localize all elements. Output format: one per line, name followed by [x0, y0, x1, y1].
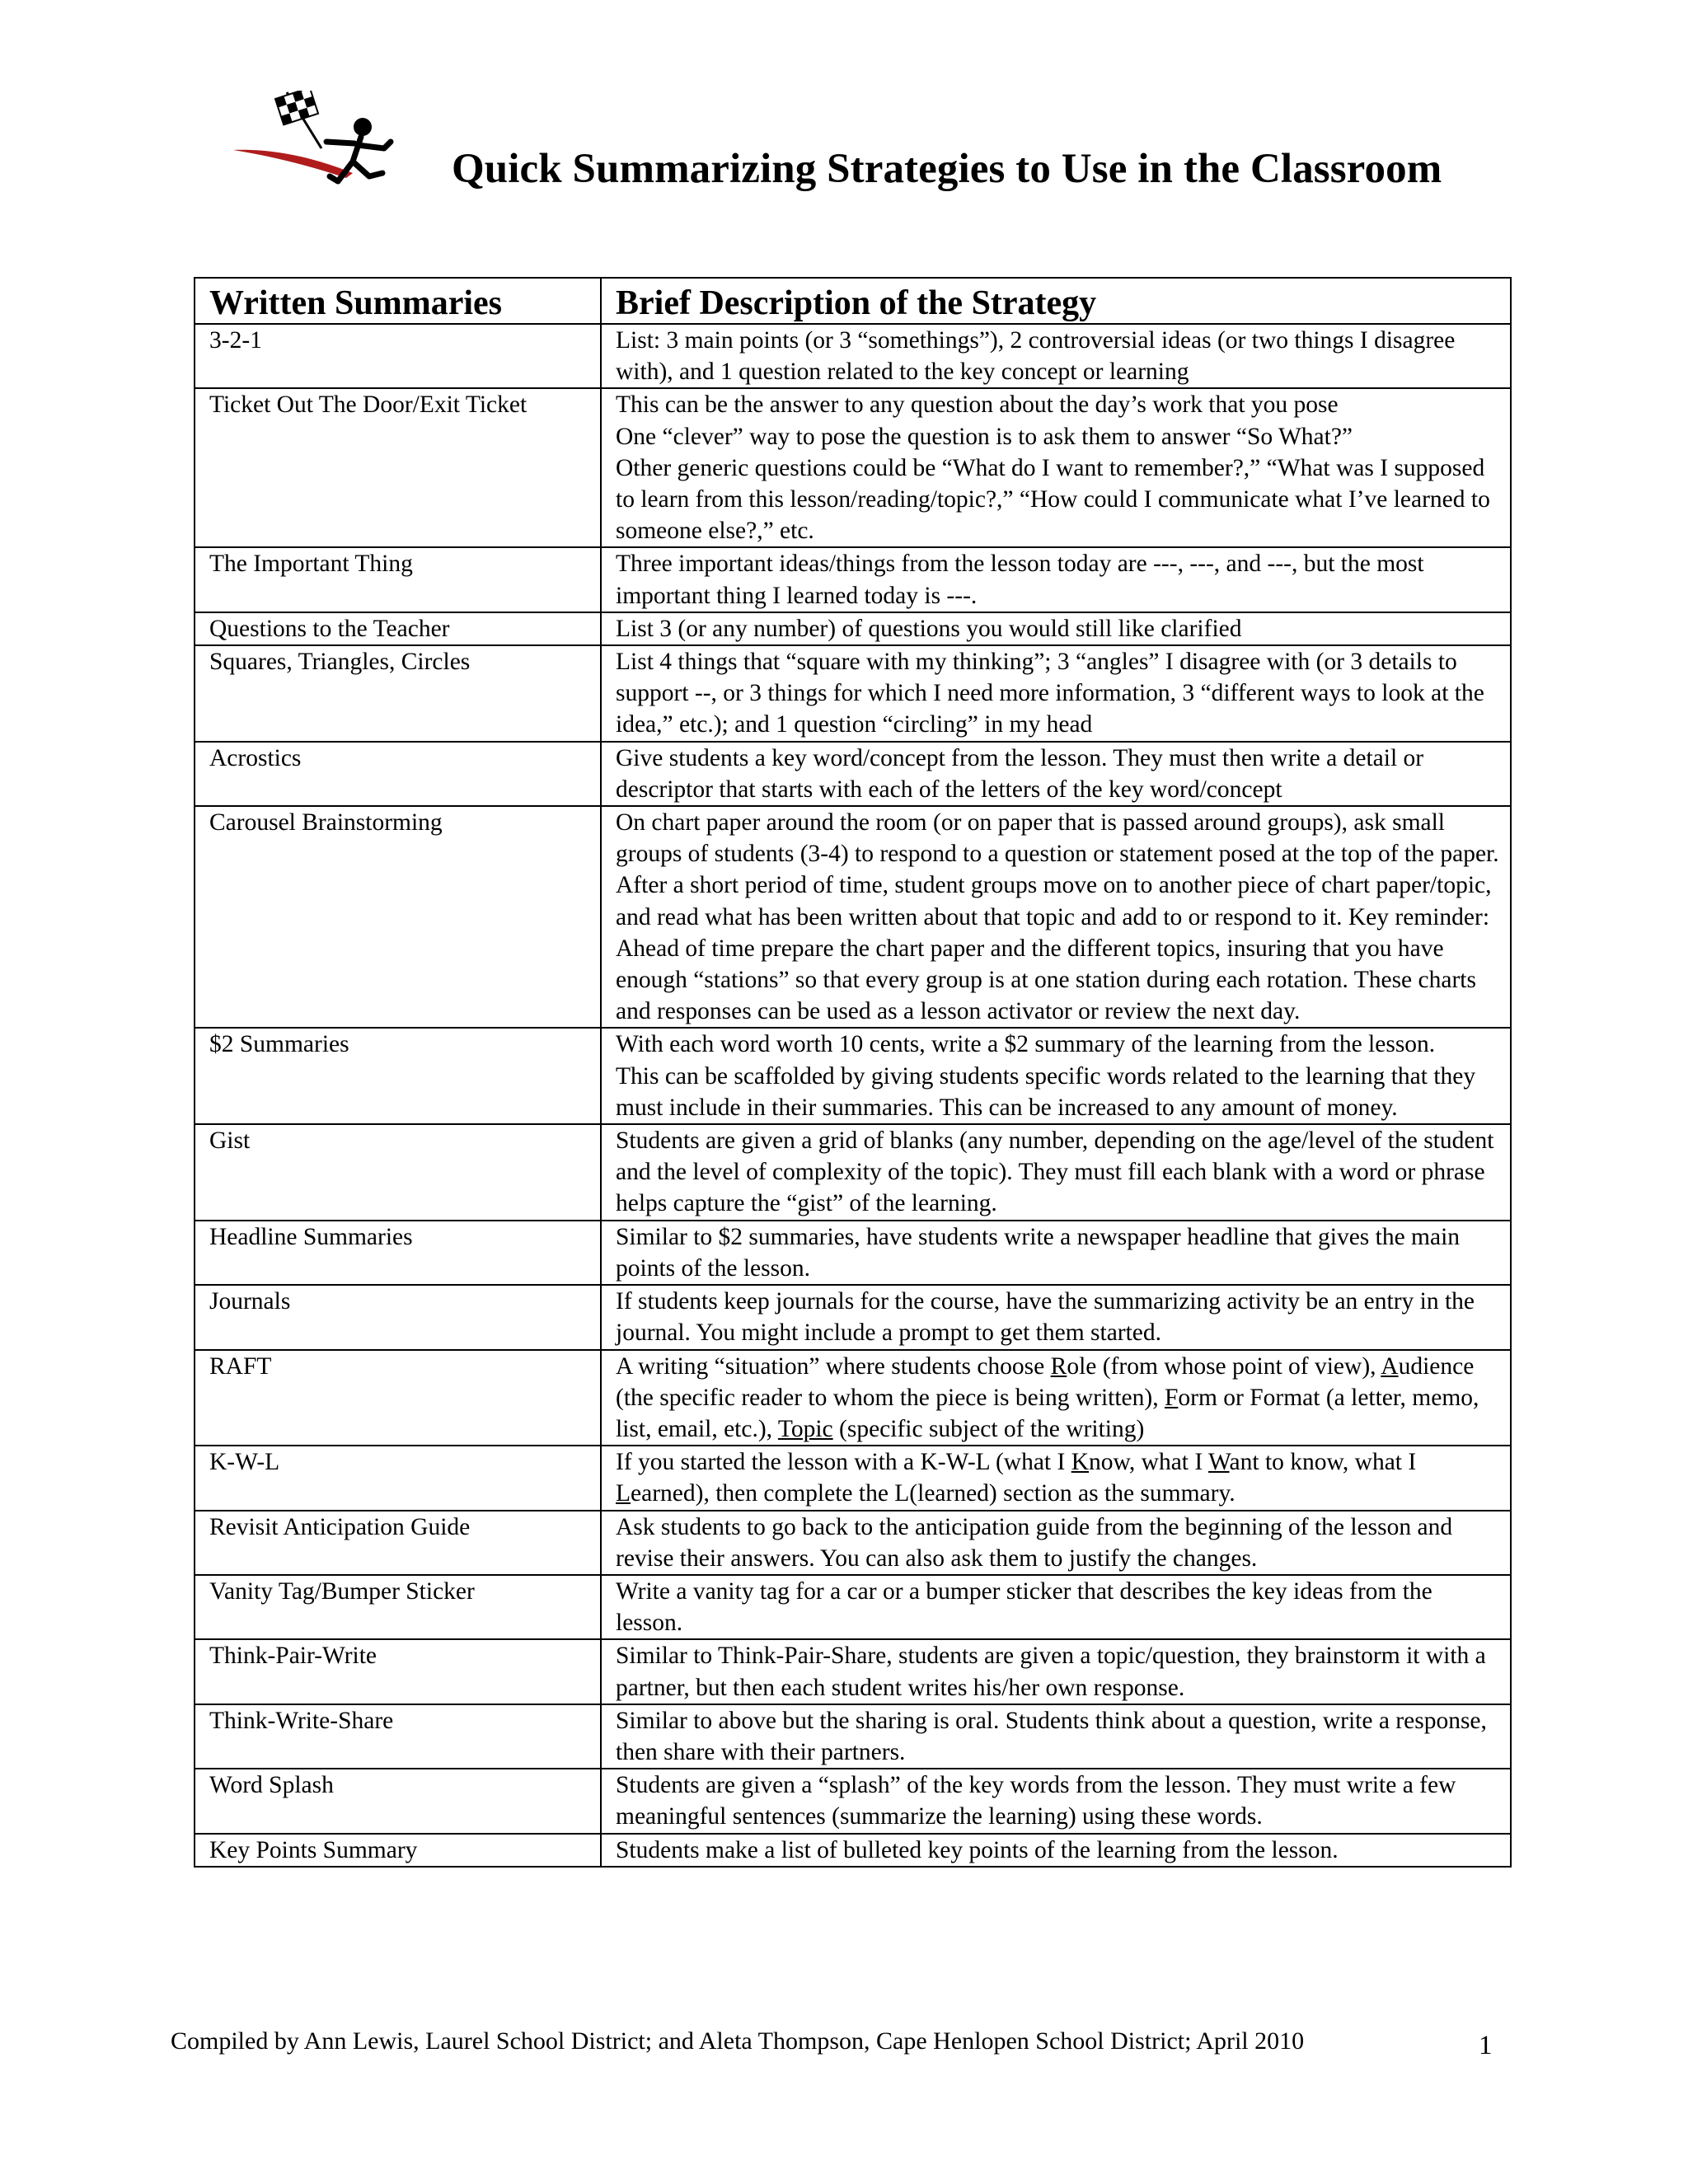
table-row: [195, 1350, 1511, 1446]
strategy-name: Key Points Summary: [195, 1834, 601, 1867]
kwl-text: earned), then complete the L(learned) section as the summary.: [631, 1480, 1236, 1507]
description-line: On chart paper around the room (or on paper that is passed around groups), ask small groups of students (3-4) to respond to a question or statement posed at the top of the paper. After a short period of time, student groups move on to another piece of chart paper/topic, and read what has been written about that topic and add to or respond to it. Key reminder: Ahead of time prepare the chart paper and the different topics, insuring that you have enough “stations” so that every group is at one station during each rotation. These charts and responses can be used as a lesson activator or review the next day.: [616, 809, 1499, 1025]
table-row: [195, 1028, 1511, 1124]
table-header-row: [195, 278, 1511, 324]
table-row: [195, 1221, 1511, 1285]
description-line: Students are given a grid of blanks (any number, depending on the age/level of the student and the level of complexity of the topic). They must fill each blank with a word or phrase helps capture the “gist” of the learning.: [616, 1127, 1494, 1217]
strategy-description: [601, 1511, 1511, 1575]
strategy-description: [601, 742, 1511, 806]
strategy-name: 3-2-1: [195, 324, 601, 388]
table-row: [195, 742, 1511, 806]
table-row: [195, 612, 1511, 645]
description-line: Similar to $2 summaries, have students write a newspaper headline that gives the main points of the lesson.: [616, 1223, 1461, 1282]
strategy-description: [601, 1028, 1511, 1124]
strategy-description: [601, 388, 1511, 547]
table-row: [195, 388, 1511, 547]
description-line: With each word worth 10 cents, write a $2 summary of the learning from the lesson.: [616, 1031, 1436, 1058]
description-line: This can be scaffolded by giving students specific words related to the learning that they must include in their summaries. This can be increased to any amount of money.: [616, 1062, 1476, 1121]
description-line: This can be the answer to any question about the day’s work that you pose: [616, 391, 1339, 419]
raft-text: (specific subject of the writing): [832, 1415, 1145, 1442]
raft-letter-f: F: [1164, 1384, 1179, 1411]
strategy-name: Gist: [195, 1124, 601, 1221]
strategy-description: [601, 1834, 1511, 1867]
strategy-name: Carousel Brainstorming: [195, 806, 601, 1028]
strategy-name: Think-Write-Share: [195, 1704, 601, 1769]
checkered-flag-runner-icon: [229, 91, 410, 194]
raft-text: orm or Format (a letter, memo, list, email, etc.),: [616, 1384, 1479, 1442]
description-line: Give students a key word/concept from the lesson. They must then write a detail or descriptor that starts with each of the letters of the key word/concept: [616, 744, 1424, 803]
strategy-description: [601, 612, 1511, 645]
strategy-name: Questions to the Teacher: [195, 612, 601, 645]
table-row: [195, 1769, 1511, 1833]
raft-text: ole (from whose point of view),: [1067, 1352, 1381, 1380]
strategy-name: Vanity Tag/Bumper Sticker: [195, 1575, 601, 1639]
strategy-name: RAFT: [195, 1350, 601, 1446]
table-row: [195, 1124, 1511, 1221]
table-row: [195, 1511, 1511, 1575]
page-title: Quick Summarizing Strategies to Use in the Classroom: [452, 146, 1442, 192]
kwl-text: now, what I: [1089, 1449, 1209, 1476]
description-line: List 3 (or any number) of questions you would still like clarified: [616, 615, 1242, 642]
description-line: List 4 things that “square with my thinking”; 3 “angles” I disagree with (or 3 details to support --, or 3 things for which I need more information, 3 “different ways to look at the idea,” etc.); and 1 question “circling” in my head: [616, 649, 1484, 738]
strategy-name: Think-Pair-Write: [195, 1639, 601, 1704]
strategy-description: [601, 1446, 1511, 1510]
table-row: [195, 1834, 1511, 1867]
description-line: Write a vanity tag for a car or a bumper sticker that describes the key ideas from the lesson.: [616, 1577, 1432, 1637]
raft-letter-r: R: [1050, 1352, 1067, 1380]
strategy-name: Revisit Anticipation Guide: [195, 1511, 601, 1575]
table-row: [195, 1639, 1511, 1704]
table-row: [195, 645, 1511, 742]
table-row: [195, 1575, 1511, 1639]
description-line: Students are given a “splash” of the key words from the lesson. They must write a few meaningful sentences (summarize the learning) using these words.: [616, 1772, 1456, 1830]
strategy-description: [601, 1575, 1511, 1639]
description-line: List: 3 main points (or 3 “somethings”), 2 controversial ideas (or two things I disagree with), and 1 question related to the key concept or learning: [616, 327, 1456, 386]
column-header-description: Brief Description of the Strategy: [601, 278, 1511, 324]
raft-text: A writing “situation” where students choose: [616, 1352, 1051, 1380]
strategy-name: K-W-L: [195, 1446, 601, 1510]
raft-word-topic: Topic: [777, 1415, 833, 1442]
description-line: Other generic questions could be “What do I want to remember?,” “What was I supposed to learn from this lesson/reading/topic?,” “How could I communicate what I’ve learned to someone else?,” etc.: [616, 454, 1490, 545]
strategy-description: [601, 1285, 1511, 1349]
strategy-description: [601, 1124, 1511, 1221]
strategy-name: Squares, Triangles, Circles: [195, 645, 601, 742]
strategies-table: [194, 277, 1512, 1868]
table-row: [195, 1446, 1511, 1510]
strategy-description: [601, 645, 1511, 742]
strategy-name: Journals: [195, 1285, 601, 1349]
table-row: [195, 547, 1511, 612]
footer-credit: Compiled by Ann Lewis, Laurel School District; and Aleta Thompson, Cape Henlopen School District; April 2010: [171, 2027, 1305, 2055]
strategy-name: Acrostics: [195, 742, 601, 806]
strategy-description: [601, 1350, 1511, 1446]
table-row: [195, 1285, 1511, 1349]
table-body: [195, 324, 1511, 1867]
strategy-description: [601, 1221, 1511, 1285]
kwl-text: ant to know, what I: [1229, 1449, 1417, 1476]
strategy-name: $2 Summaries: [195, 1028, 601, 1124]
description-line: Students make a list of bulleted key points of the learning from the lesson.: [616, 1836, 1339, 1863]
strategy-name: Word Splash: [195, 1769, 601, 1833]
strategy-name: Headline Summaries: [195, 1221, 601, 1285]
strategy-name: Ticket Out The Door/Exit Ticket: [195, 388, 601, 547]
strategy-description: [601, 324, 1511, 388]
kwl-letter-l: L: [616, 1480, 631, 1507]
column-header-strategy: Written Summaries: [195, 278, 601, 324]
description-line: Three important ideas/things from the lesson today are ---, ---, and ---, but the most important thing I learned today is ---.: [616, 551, 1424, 609]
page-number: 1: [1479, 2031, 1493, 2060]
raft-letter-a: A: [1381, 1352, 1399, 1380]
strategy-description: [601, 1769, 1511, 1833]
table-row: [195, 806, 1511, 1028]
strategy-description: [601, 547, 1511, 612]
table-row: [195, 1704, 1511, 1769]
description-line: Similar to above but the sharing is oral. Students think about a question, write a response, then share with their partners.: [616, 1707, 1487, 1765]
strategy-name: The Important Thing: [195, 547, 601, 612]
strategy-description: [601, 806, 1511, 1028]
description-line: Ask students to go back to the anticipation guide from the beginning of the lesson and revise their answers. You can also ask them to justify the changes.: [616, 1513, 1453, 1572]
kwl-letter-k: K: [1071, 1449, 1090, 1476]
description-line: If students keep journals for the course, have the summarizing activity be an entry in the journal. You might include a prompt to get them started.: [616, 1288, 1475, 1347]
strategy-description: [601, 1704, 1511, 1769]
kwl-letter-w: W: [1208, 1449, 1230, 1476]
description-line: One “clever” way to pose the question is to ask them to answer “So What?”: [616, 423, 1353, 450]
strategy-description: [601, 1639, 1511, 1704]
table-row: [195, 324, 1511, 388]
kwl-text: If you started the lesson with a K-W-L (what I: [616, 1449, 1071, 1476]
description-line: Similar to Think-Pair-Share, students are given a topic/question, they brainstorm it with a partner, but then each student writes his/her own response.: [616, 1643, 1486, 1701]
raft-text: udience (the specific reader to whom the piece is being written),: [616, 1352, 1475, 1411]
